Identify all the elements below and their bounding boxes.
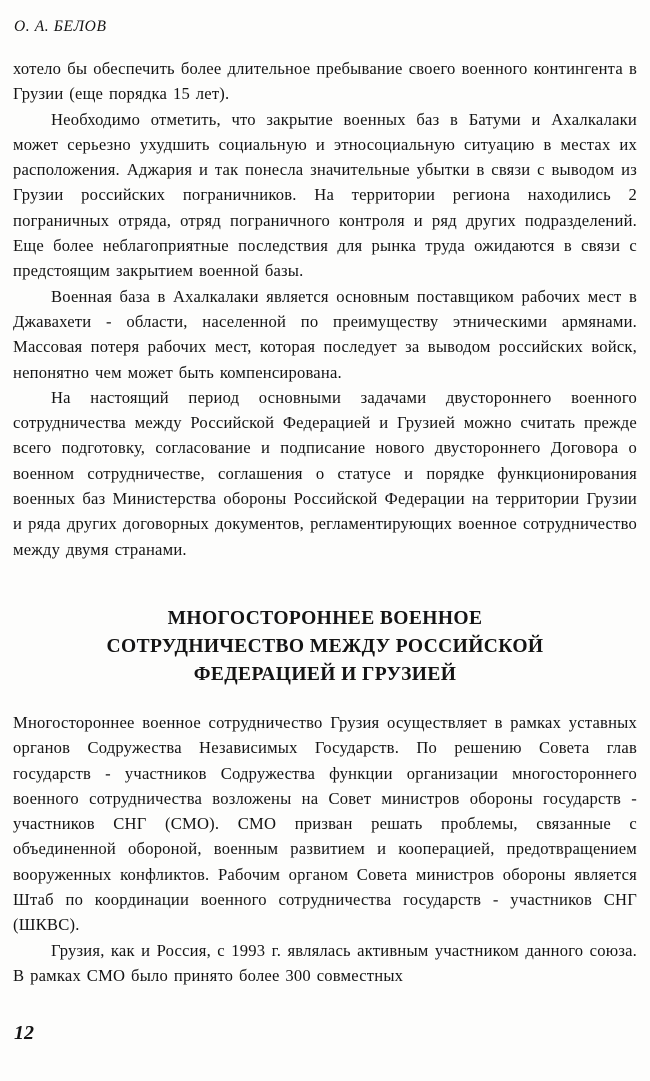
- body-paragraph: Грузия, как и Россия, с 1993 г. являлась активным участником данного союза. В рамках СМО было принято более 300 совместных: [13, 940, 637, 985]
- section-heading: [13, 605, 637, 689]
- body-paragraph: Многостороннее военное сотрудничество Грузия осуществляет в рамках уставных органов Содружества Независимых Государств. По решению Совета глав государств - участников Содружества функции организации многостороннего военного сотрудничества возложены на Совет министров обороны государств - участников СНГ (СМО). СМО призван решать проблемы, связанные с объединенной обороной, военным развитием и кооперацией, предотвращением вооруженных конфликтов. Рабочим органом Совета министров обороны является Штаб по координации военного сотрудничества государств - участников СНГ (ШКВС).: [13, 712, 637, 935]
- body-paragraph: Необходимо отметить, что закрытие военных баз в Батуми и Ахалкалаки может серьезно ухудшить социальную и этносоциальную ситуацию в местах их расположения. Аджария и так понесла значительные убытки в связи с выводом из Грузии российских пограничников. На территории региона находились 2 пограничных отряда, отряд пограничного контроля и ряд других подразделений. Еще более неблагоприятные последствия для рынка труда ожидаются в связи с предстоящим закрытием военной базы.: [13, 109, 637, 281]
- running-header-author: О. А. БЕЛОВ: [14, 18, 107, 35]
- page-number: 12: [14, 1022, 34, 1044]
- body-paragraph: Военная база в Ахалкалаки является основным поставщиком рабочих мест в Джавахети - области, населенной по преимуществу этническими армянами. Массовая потеря рабочих мест, которая последует за выводом российских войск, непонятно чем может быть компенсирована.: [13, 286, 637, 382]
- section-heading-line: ФЕДЕРАЦИЕЙ И ГРУЗИЕЙ: [193, 663, 457, 685]
- section-heading-line: МНОГОСТОРОННЕЕ ВОЕННОЕ: [167, 607, 483, 629]
- body-paragraph: хотело бы обеспечить более длительное пребывание своего военного контингента в Грузии (еще порядка 15 лет).: [13, 59, 637, 104]
- body-paragraph: На настоящий период основными задачами двустороннего военного сотрудничества между Российской Федерацией и Грузией можно считать прежде всего подготовку, согласование и подписание нового двустороннего Договора о военном сотрудничестве, соглашения о статусе и порядке функционирования военных баз Министерства обороны Российской Федерации на территории Грузии и ряда других договорных документов, регламентирующих военное сотрудничество между двумя странами.: [13, 387, 637, 559]
- section-heading-line: СОТРУДНИЧЕСТВО МЕЖДУ РОССИЙСКОЙ: [106, 635, 544, 657]
